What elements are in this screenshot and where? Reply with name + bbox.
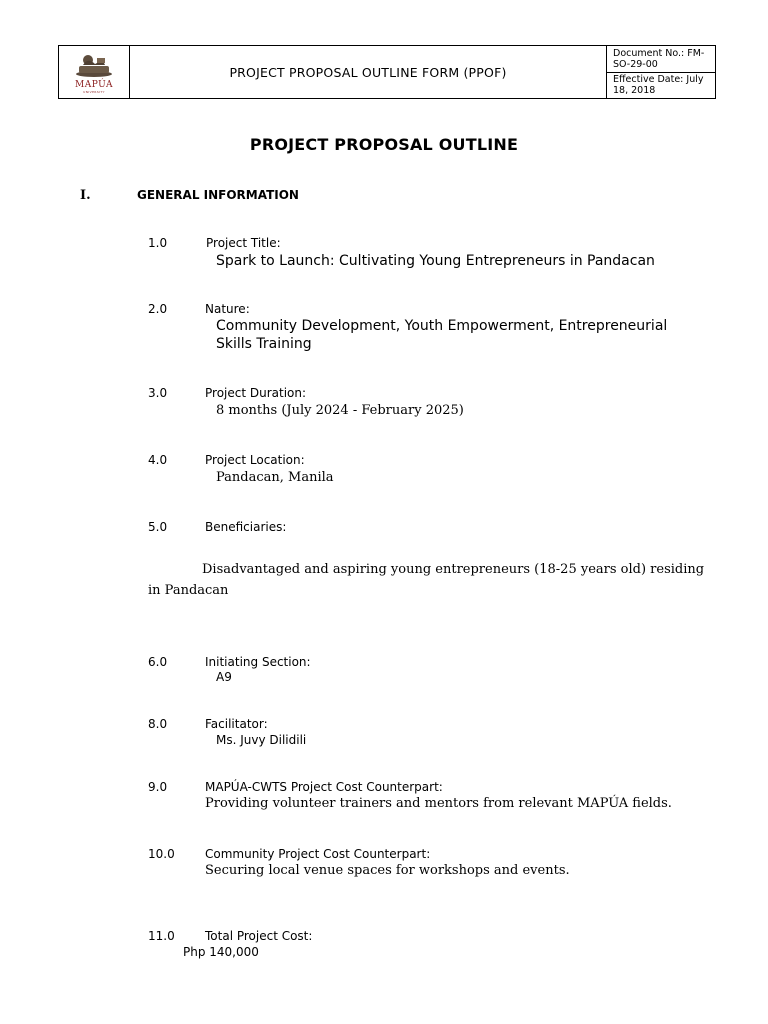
community-cost-value: Securing local venue spaces for workshops and events. (205, 863, 570, 878)
item-number: 1.0 (148, 236, 168, 250)
item-number: 2.0 (148, 302, 168, 316)
logo-cell (59, 46, 130, 98)
project-title-label: Project Title: (206, 236, 281, 250)
nature-label: Nature: (205, 302, 250, 316)
total-cost-label: Total Project Cost: (205, 929, 313, 943)
item-number: 3.0 (148, 386, 168, 400)
form-title: PROJECT PROPOSAL OUTLINE FORM (PPOF) (130, 46, 607, 98)
item-number: 9.0 (148, 780, 168, 794)
total-cost-value: Php 140,000 (183, 945, 259, 959)
item-number: 4.0 (148, 453, 168, 467)
mapua-logo (71, 52, 117, 94)
mapua-cost-label: MAPÚA-CWTS Project Cost Counterpart: (205, 780, 443, 794)
item-number: 5.0 (148, 520, 168, 534)
effective-date: Effective Date: July 18, 2018 (607, 72, 715, 99)
document-number: Document No.: FM-SO-29-00 (613, 47, 705, 70)
project-title-value: Spark to Launch: Cultivating Young Entrepreneurs in Pandacan (216, 253, 655, 269)
facilitator-value: Ms. Juvy Dilidili (216, 733, 307, 747)
form-header (58, 45, 716, 99)
item-number: 11.0 (148, 929, 175, 943)
facilitator-label: Facilitator: (205, 717, 268, 731)
initiating-section-value: A9 (216, 670, 232, 684)
location-value: Pandacan, Manila (216, 470, 334, 485)
duration-label: Project Duration: (205, 386, 307, 400)
item-number: 6.0 (148, 655, 168, 669)
form-meta (607, 46, 715, 98)
nature-value: Community Development, Youth Empowerment, Entrepreneurial Skills Training (216, 318, 668, 352)
beneficiaries-label: Beneficiaries: (205, 520, 287, 534)
page-title: PROJECT PROPOSAL OUTLINE (249, 135, 519, 154)
item-number: 10.0 (148, 847, 175, 861)
mapua-cost-value: Providing volunteer trainers and mentors from relevant MAPÚA fields. (205, 796, 672, 811)
location-label: Project Location: (205, 453, 305, 467)
section-number: I. (80, 188, 91, 203)
mapua-seal-icon (71, 52, 117, 78)
logo-wordmark: MAPÚA (75, 80, 113, 90)
duration-value: 8 months (July 2024 - February 2025) (216, 403, 464, 418)
section-title: GENERAL INFORMATION (137, 188, 299, 202)
item-number: 8.0 (148, 717, 168, 731)
beneficiaries-value: Disadvantaged and aspiring young entrepreneurs (18-25 years old) residing in Pandacan (148, 562, 705, 598)
logo-subtext: UNIVERSITY (83, 90, 105, 94)
community-cost-label: Community Project Cost Counterpart: (205, 847, 431, 861)
initiating-section-label: Initiating Section: (205, 655, 311, 669)
